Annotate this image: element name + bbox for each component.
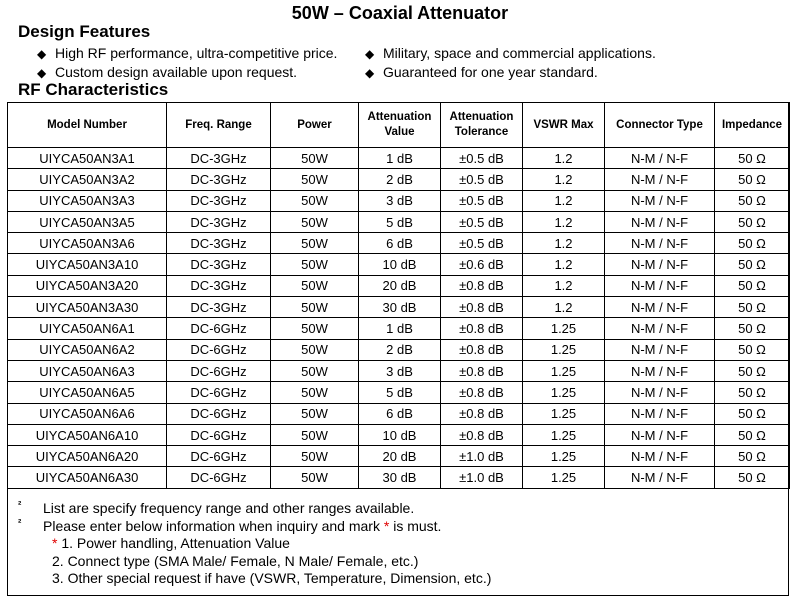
diamond-bullet-icon: ◆ (37, 66, 47, 80)
feature-item: ◆ Guaranteed for one year standard. (365, 64, 598, 80)
table-cell: 50 Ω (715, 211, 790, 232)
table-cell: N-M / N-F (605, 403, 715, 424)
table-cell: 20 dB (359, 446, 441, 467)
table-cell: 1.25 (523, 339, 605, 360)
table-cell: N-M / N-F (605, 360, 715, 381)
diamond-bullet-icon: ◆ (37, 47, 47, 61)
table-cell: UIYCA50AN6A6 (8, 403, 167, 424)
diamond-bullet-icon: ◆ (365, 47, 375, 61)
table-cell: 50W (271, 360, 359, 381)
table-cell: 50W (271, 339, 359, 360)
table-cell: 50 Ω (715, 254, 790, 275)
table-cell: UIYCA50AN3A10 (8, 254, 167, 275)
table-row (8, 382, 790, 403)
table-cell: DC-6GHz (167, 467, 271, 488)
table-cell: 50 Ω (715, 318, 790, 339)
table-cell: 50W (271, 211, 359, 232)
note-text: is must. (389, 517, 442, 534)
table-cell: 50W (271, 254, 359, 275)
table-cell: DC-6GHz (167, 360, 271, 381)
table-cell: 50 Ω (715, 339, 790, 360)
note-subitem: 3. Other special request if have (VSWR, Temperature, Dimension, etc.) (52, 570, 492, 586)
table-row (8, 424, 790, 445)
table-cell: ±0.8 dB (441, 297, 523, 318)
table-cell: 6 dB (359, 233, 441, 254)
table-cell: DC-3GHz (167, 190, 271, 211)
table-cell: 50 Ω (715, 360, 790, 381)
table-cell: 1 dB (359, 318, 441, 339)
table-cell: ±0.8 dB (441, 382, 523, 403)
diamond-bullet-icon: ◆ (365, 66, 375, 80)
table-cell: UIYCA50AN6A30 (8, 467, 167, 488)
table-cell: 1.25 (523, 467, 605, 488)
column-header: Attenuation Tolerance (441, 103, 523, 148)
table-cell: 50W (271, 446, 359, 467)
table-cell: ±0.8 dB (441, 339, 523, 360)
table-cell: N-M / N-F (605, 467, 715, 488)
table-cell: UIYCA50AN3A1 (8, 148, 167, 169)
table-cell: DC-3GHz (167, 297, 271, 318)
table-cell: ±0.5 dB (441, 211, 523, 232)
note-subitem: 2. Connect type (SMA Male/ Female, N Male/ Female, etc.) (52, 552, 419, 569)
column-header: Impedance (715, 103, 790, 148)
table-cell: DC-6GHz (167, 403, 271, 424)
table-cell: DC-6GHz (167, 446, 271, 467)
page-title: 50W – Coaxial Attenuator (291, 3, 509, 23)
feature-item: ◆ High RF performance, ultra-competitive price. (37, 45, 338, 61)
table-cell: DC-3GHz (167, 169, 271, 190)
notes-section (18, 500, 491, 588)
column-header: VSWR Max (523, 103, 605, 148)
table-cell: UIYCA50AN3A6 (8, 233, 167, 254)
table-cell: N-M / N-F (605, 169, 715, 190)
table-cell: 50 Ω (715, 424, 790, 445)
table-row (8, 467, 790, 488)
table-row (8, 148, 790, 169)
table-cell: N-M / N-F (605, 424, 715, 445)
design-features-heading: Design Features (18, 22, 151, 41)
table-cell: 50W (271, 233, 359, 254)
table-cell: 1.2 (523, 254, 605, 275)
table-cell: N-M / N-F (605, 339, 715, 360)
table-cell: 50 Ω (715, 467, 790, 488)
table-cell: 1.25 (523, 318, 605, 339)
table-cell: UIYCA50AN6A3 (8, 360, 167, 381)
table-cell: 30 dB (359, 467, 441, 488)
table-cell: N-M / N-F (605, 148, 715, 169)
table-cell: 1 dB (359, 148, 441, 169)
table-cell: UIYCA50AN6A5 (8, 382, 167, 403)
table-cell: 1.2 (523, 190, 605, 211)
note-subitem: * 1. Power handling, Attenuation Value (52, 535, 290, 551)
table-row (8, 339, 790, 360)
table-cell: UIYCA50AN6A20 (8, 446, 167, 467)
table-cell: ±0.6 dB (441, 254, 523, 275)
table-cell: 1.2 (523, 148, 605, 169)
table-cell: N-M / N-F (605, 275, 715, 296)
table-cell: 1.2 (523, 233, 605, 254)
table-cell: 3 dB (359, 360, 441, 381)
table-cell: UIYCA50AN6A1 (8, 318, 167, 339)
table-cell: ±0.5 dB (441, 169, 523, 190)
table-cell: DC-3GHz (167, 275, 271, 296)
table-cell: 1.2 (523, 211, 605, 232)
table-cell: ±0.5 dB (441, 233, 523, 254)
feature-item: ◆ Custom design available upon request. (37, 64, 298, 80)
table-cell: UIYCA50AN3A20 (8, 275, 167, 296)
table-row (8, 446, 790, 467)
table-cell: 2 dB (359, 339, 441, 360)
note-item (18, 518, 491, 536)
table-cell: 50 Ω (715, 446, 790, 467)
column-header: Connector Type (605, 103, 715, 148)
table-cell: 1.2 (523, 297, 605, 318)
table-cell: N-M / N-F (605, 211, 715, 232)
table-cell: 10 dB (359, 254, 441, 275)
table-row (8, 318, 790, 339)
table-cell: 50W (271, 148, 359, 169)
table-cell: 50 Ω (715, 190, 790, 211)
table-cell: 50W (271, 382, 359, 403)
column-header: Freq. Range (167, 103, 271, 148)
table-cell: 1.25 (523, 446, 605, 467)
table-cell: DC-6GHz (167, 424, 271, 445)
table-cell: N-M / N-F (605, 297, 715, 318)
table-cell: 50W (271, 275, 359, 296)
table-row (8, 403, 790, 424)
table-cell: ±0.5 dB (441, 190, 523, 211)
table-row (8, 254, 790, 275)
table-cell: 5 dB (359, 382, 441, 403)
table-cell: ±1.0 dB (441, 446, 523, 467)
table-cell: UIYCA50AN6A2 (8, 339, 167, 360)
table-cell: 1.2 (523, 169, 605, 190)
table-cell: 50 Ω (715, 297, 790, 318)
table-cell: DC-6GHz (167, 318, 271, 339)
table-cell: N-M / N-F (605, 318, 715, 339)
table-cell: UIYCA50AN3A30 (8, 297, 167, 318)
table-cell: 6 dB (359, 403, 441, 424)
table-cell: 3 dB (359, 190, 441, 211)
table-cell: 1.25 (523, 403, 605, 424)
table-cell: N-M / N-F (605, 382, 715, 403)
table-cell: DC-3GHz (167, 233, 271, 254)
table-row (8, 275, 790, 296)
table-cell: DC-3GHz (167, 211, 271, 232)
table-cell: 2 dB (359, 169, 441, 190)
table-cell: 50 Ω (715, 275, 790, 296)
table-cell: DC-6GHz (167, 382, 271, 403)
table-cell: ±0.8 dB (441, 318, 523, 339)
required-star: * (52, 535, 58, 551)
required-star: * (383, 517, 390, 534)
table-cell: UIYCA50AN6A10 (8, 424, 167, 445)
table-cell: DC-6GHz (167, 339, 271, 360)
feature-item: ◆ Military, space and commercial applications. (365, 45, 656, 61)
table-cell: 50W (271, 190, 359, 211)
table-cell: 50W (271, 403, 359, 424)
column-header: Power (271, 103, 359, 148)
table-cell: UIYCA50AN3A3 (8, 190, 167, 211)
note-mark: ² (18, 517, 22, 529)
table-cell: UIYCA50AN3A2 (8, 169, 167, 190)
table-cell: ±0.8 dB (441, 403, 523, 424)
table-cell: 1.25 (523, 382, 605, 403)
table-cell: N-M / N-F (605, 446, 715, 467)
table-cell: ±0.8 dB (441, 360, 523, 381)
table-cell: ±0.5 dB (441, 148, 523, 169)
table-cell: ±0.8 dB (441, 424, 523, 445)
table-cell: 50 Ω (715, 403, 790, 424)
table-row (8, 360, 790, 381)
table-cell: DC-3GHz (167, 148, 271, 169)
table-cell: N-M / N-F (605, 190, 715, 211)
table-cell: 20 dB (359, 275, 441, 296)
table-cell: 5 dB (359, 211, 441, 232)
rf-characteristics-heading: RF Characteristics (18, 80, 169, 99)
table-cell: DC-3GHz (167, 254, 271, 275)
table-cell: N-M / N-F (605, 233, 715, 254)
rf-characteristics-table (7, 102, 790, 489)
table-cell: 50W (271, 318, 359, 339)
note-item (18, 500, 491, 518)
table-cell: 1.25 (523, 360, 605, 381)
note-text: List are specify frequency range and other ranges available. (43, 500, 415, 516)
table-row (8, 190, 790, 211)
table-cell: 50W (271, 169, 359, 190)
table-row (8, 211, 790, 232)
table-cell: 10 dB (359, 424, 441, 445)
table-cell: UIYCA50AN3A5 (8, 211, 167, 232)
table-cell: 50 Ω (715, 233, 790, 254)
table-cell: 1.25 (523, 424, 605, 445)
table-row (8, 297, 790, 318)
note-text: Please enter below information when inquiry and mark (43, 517, 384, 534)
table-cell: 50 Ω (715, 169, 790, 190)
table-cell: N-M / N-F (605, 254, 715, 275)
table-cell: ±0.8 dB (441, 275, 523, 296)
table-cell: 50W (271, 467, 359, 488)
table-row (8, 169, 790, 190)
table-cell: 50 Ω (715, 148, 790, 169)
table-row (8, 233, 790, 254)
column-header: Model Number (8, 103, 167, 148)
table-cell: 50W (271, 297, 359, 318)
table-header-row (8, 103, 790, 148)
table-cell: 30 dB (359, 297, 441, 318)
table-cell: ±1.0 dB (441, 467, 523, 488)
table-cell: 1.2 (523, 275, 605, 296)
table-body (8, 148, 790, 489)
column-header: Attenuation Value (359, 103, 441, 148)
note-mark: ² (18, 500, 22, 511)
table-cell: 50 Ω (715, 382, 790, 403)
table-cell: 50W (271, 424, 359, 445)
